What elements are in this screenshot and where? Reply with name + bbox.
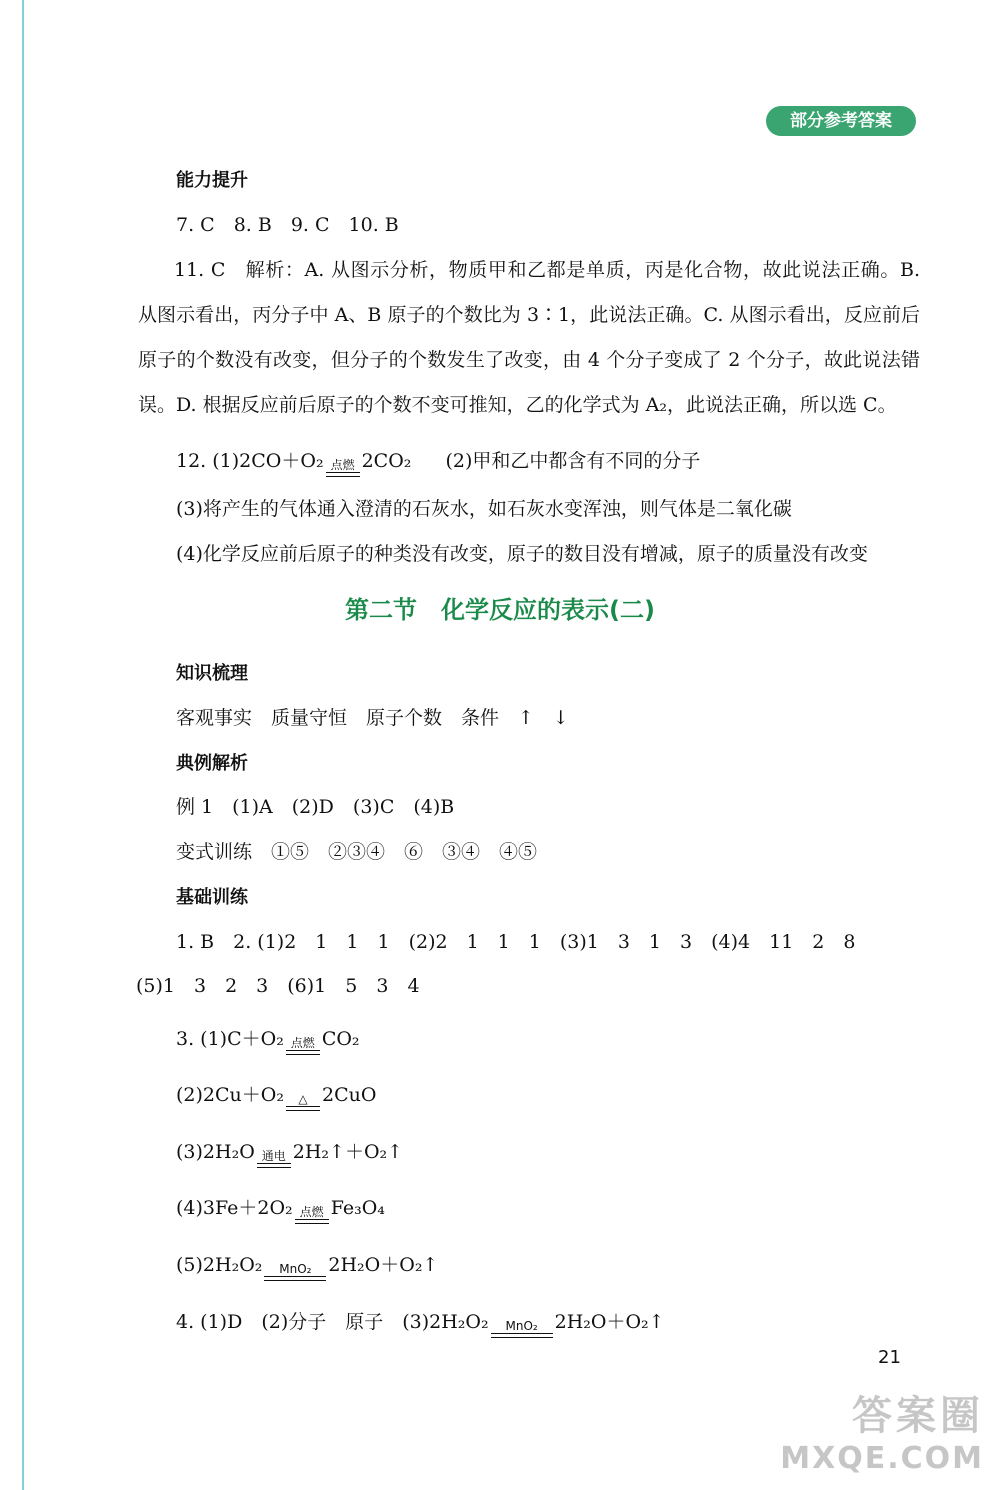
reaction-condition: MnO₂ <box>279 1262 312 1276</box>
reaction-arrow <box>295 1206 329 1224</box>
equation-right: 2H₂O＋O₂↑ <box>328 1254 439 1276</box>
reaction-condition: 点燃 <box>299 1205 324 1219</box>
basic-answers-line1: 1. B 2. (1)2 1 1 1 (2)2 1 1 1 (3)1 3 1 3 (4)4 11 2 8 <box>176 931 856 953</box>
reaction-arrow <box>257 1150 291 1168</box>
equation-right: 2H₂↑＋O₂↑ <box>292 1141 404 1163</box>
answer-12-part4: (4)化学反应前后原子的种类没有改变，原子的数目没有增减，原子的质量没有改变 <box>176 543 868 565</box>
equation-right: CO₂ <box>321 1028 360 1050</box>
answer-11 <box>138 248 920 428</box>
equation-left: (2)2Cu＋O₂ <box>176 1084 284 1106</box>
knowledge-heading: 知识梳理 <box>176 663 248 684</box>
example-1-answers: 例 1 (1)A (2)D (3)C (4)B <box>176 796 455 818</box>
equation-3 <box>176 1137 403 1168</box>
reaction-condition: 通电 <box>261 1149 286 1163</box>
answer-11-text: 11. C 解析：A. 从图示分析，物质甲和乙都是单质，丙是化合物，故此说法正确。B. 从图示看出，丙分子中 A、B 原子的个数比为 3∶1，此说法正确。C. 从图示看出，反应前后原子的个数没有改变，但分子的个数发生了改变，由 4 个分子变成了 2 个分子，故此说法错误。D. 根据反应前后原子的个数不变可推知，乙的化学式为 A₂，此说法正确，所以选 C。 <box>138 259 920 416</box>
equation-left: 4. (1)D (2)分子 原子 (3)2H₂O₂ <box>176 1311 489 1333</box>
q12-part2: (2)甲和乙中都含有不同的分子 <box>445 450 701 472</box>
reaction-arrow <box>491 1320 553 1338</box>
section-badge: 部分参考答案 <box>766 106 916 136</box>
equation-right: Fe₃O₄ <box>330 1197 385 1219</box>
reaction-arrow <box>264 1263 326 1281</box>
reaction-condition: 点燃 <box>290 1036 315 1050</box>
equation-2 <box>176 1080 376 1111</box>
examples-heading: 典例解析 <box>176 753 248 774</box>
reaction-condition: 点燃 <box>330 458 355 472</box>
equation-left: (3)2H₂O <box>176 1141 255 1163</box>
equation-5 <box>176 1250 438 1281</box>
reaction-condition: MnO₂ <box>505 1319 538 1333</box>
ability-heading: 能力提升 <box>176 170 248 191</box>
basic-heading: 基础训练 <box>176 887 248 908</box>
variant-training-answers: 变式训练 ①⑤ ②③④ ⑥ ③④ ④⑤ <box>176 841 538 863</box>
answer-12-part3: (3)将产生的气体通入澄清的石灰水，如石灰水变浑浊，则气体是二氧化碳 <box>176 498 792 520</box>
answers-7-10: 7. C 8. B 9. C 10. B <box>176 214 399 236</box>
watermark-line2: MXQE.COM <box>780 1441 984 1476</box>
equation-left: (5)2H₂O₂ <box>176 1254 263 1276</box>
reaction-arrow <box>286 1037 320 1055</box>
equation-left: 3. (1)C＋O₂ <box>176 1028 284 1050</box>
margin-line <box>22 0 24 1490</box>
watermark-line1: 答案圈 <box>852 1393 984 1439</box>
equation-1 <box>176 1024 360 1055</box>
answer-4 <box>176 1307 665 1338</box>
equation-right: 2CuO <box>321 1084 377 1106</box>
section-title: 第二节 化学反应的表示(二) <box>345 596 655 624</box>
knowledge-answers: 客观事实 质量守恒 原子个数 条件 ↑ ↓ <box>176 707 569 729</box>
answer-12-line1 <box>176 446 700 477</box>
reaction-arrow <box>326 459 360 477</box>
equation-right: 2H₂O＋O₂↑ <box>554 1311 665 1333</box>
q12-products: 2CO₂ <box>361 450 412 472</box>
q12-reactants: 12. (1)2CO＋O₂ <box>176 450 324 472</box>
page-number: 21 <box>878 1347 901 1368</box>
equation-4 <box>176 1193 385 1224</box>
reaction-arrow <box>286 1093 320 1111</box>
reaction-condition: △ <box>298 1092 308 1106</box>
watermark <box>780 1384 984 1476</box>
basic-answers-line2: (5)1 3 2 3 (6)1 5 3 4 <box>136 975 420 997</box>
equation-left: (4)3Fe＋2O₂ <box>176 1197 293 1219</box>
